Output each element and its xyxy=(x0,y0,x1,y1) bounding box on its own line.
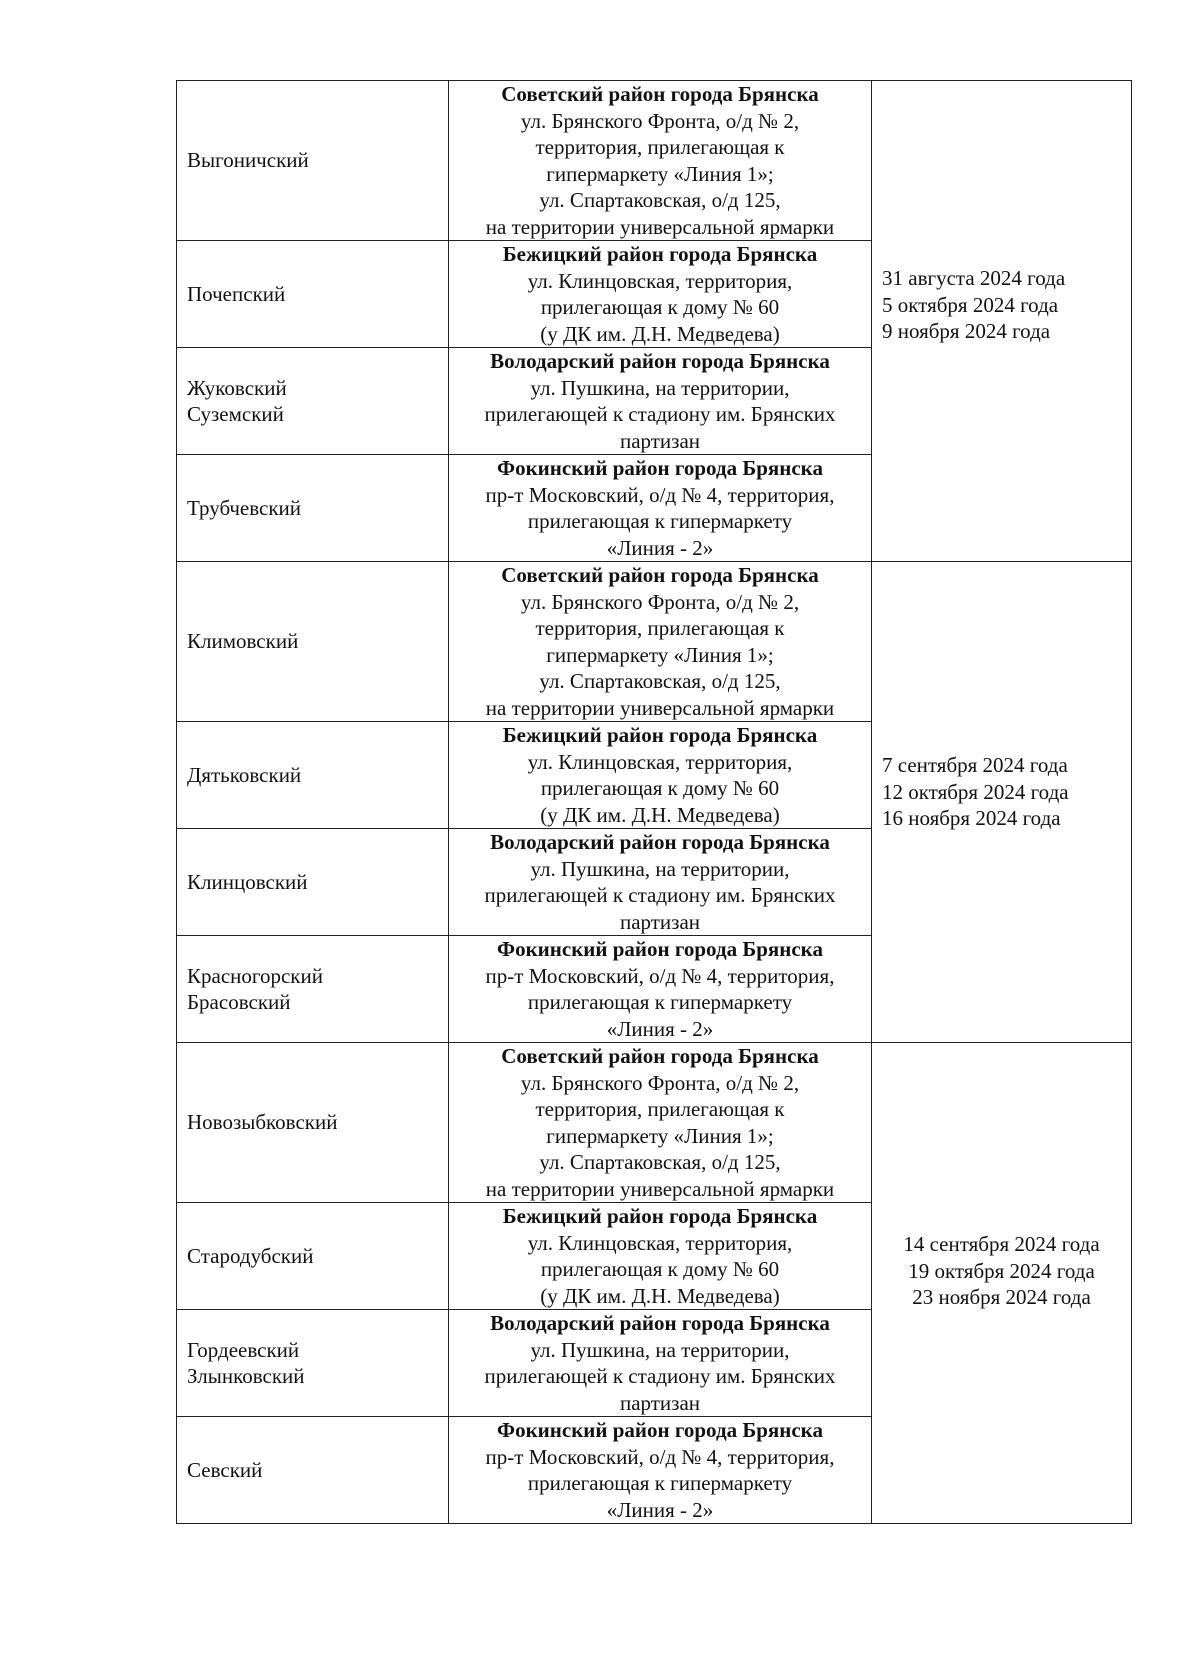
district-name: Злынковский xyxy=(187,1364,305,1388)
location-cell xyxy=(449,936,872,1043)
fair-date: 31 августа 2024 года xyxy=(882,266,1066,291)
location-title: Фокинский район города Брянска xyxy=(497,937,823,961)
district-cell xyxy=(177,1310,449,1417)
district-name: Севский xyxy=(187,1457,263,1482)
location-address-line: на территории универсальной ярмарки xyxy=(485,1176,835,1201)
location-cell xyxy=(449,722,872,829)
location-address-line: прилегающая к гипермаркету xyxy=(527,990,793,1014)
location-address-line: территория, прилегающая к xyxy=(535,1097,785,1121)
location-address-line: прилегающей к стадиону им. Брянских xyxy=(484,402,836,426)
table-row xyxy=(177,81,1132,241)
district-cell xyxy=(177,1203,449,1310)
location-address-line: ул. Брянского Фронта, о/д № 2, xyxy=(520,108,800,133)
location-address-line: партизан xyxy=(619,909,701,934)
fair-date: 7 сентября 2024 года xyxy=(882,753,1068,778)
location-address-line: ул. Пушкина, на территории, xyxy=(530,375,790,400)
location-address-line: ул. Брянского Фронта, о/д № 2, xyxy=(520,589,800,614)
location-address-line: «Линия - 2» xyxy=(606,1016,714,1041)
location-address-line: ул. Брянского Фронта, о/д № 2, xyxy=(520,1070,800,1095)
location-cell xyxy=(449,81,872,241)
location-title: Фокинский район города Брянска xyxy=(497,1418,823,1442)
fair-date: 19 октября 2024 года xyxy=(908,1258,1095,1283)
location-address-line: пр-т Московский, о/д № 4, территория, xyxy=(485,963,835,988)
district-cell xyxy=(177,722,449,829)
location-cell xyxy=(449,562,872,722)
district-cell xyxy=(177,1417,449,1524)
location-address-line: пр-т Московский, о/д № 4, территория, xyxy=(485,482,835,507)
location-title: Бежицкий район города Брянска xyxy=(502,242,818,266)
location-title: Володарский район города Брянска xyxy=(490,1311,830,1335)
district-name: Новозыбковский xyxy=(187,1110,338,1135)
location-address-line: ул. Спартаковская, о/д 125, xyxy=(539,1150,781,1174)
location-title: Володарский район города Брянска xyxy=(490,349,830,373)
location-title: Бежицкий район города Брянска xyxy=(502,723,818,747)
location-address-line: партизан xyxy=(619,428,701,453)
fair-date: 14 сентября 2024 года xyxy=(903,1232,1100,1257)
district-name: Красногорский xyxy=(187,963,323,988)
location-title: Советский район города Брянска xyxy=(501,563,819,587)
district-name: Почепский xyxy=(187,281,286,306)
district-name: Выгоничский xyxy=(187,148,309,173)
fair-date: 12 октября 2024 года xyxy=(882,779,1069,804)
location-address-line: на территории универсальной ярмарки xyxy=(485,214,835,239)
location-address-line: территория, прилегающая к xyxy=(535,616,785,640)
location-address-line: ул. Спартаковская, о/д 125, xyxy=(539,669,781,693)
district-name: Брасовский xyxy=(187,990,291,1014)
location-title: Фокинский район города Брянска xyxy=(497,456,823,480)
dates-cell xyxy=(872,81,1132,562)
fair-date: 5 октября 2024 года xyxy=(882,292,1059,317)
location-address-line: прилегающей к стадиону им. Брянских xyxy=(484,1364,836,1388)
location-address-line: на территории универсальной ярмарки xyxy=(485,695,835,720)
location-title: Бежицкий район города Брянска xyxy=(502,1204,818,1228)
location-address-line: ул. Клинцовская, территория, xyxy=(527,268,793,293)
location-title: Советский район города Брянска xyxy=(501,1044,819,1068)
district-cell xyxy=(177,81,449,241)
fair-date: 23 ноября 2024 года xyxy=(912,1285,1091,1310)
district-cell xyxy=(177,348,449,455)
district-cell xyxy=(177,241,449,348)
district-name: Суземский xyxy=(187,402,284,426)
location-address-line: ул. Пушкина, на территории, xyxy=(530,856,790,881)
location-address-line: «Линия - 2» xyxy=(606,1497,714,1522)
district-cell xyxy=(177,1043,449,1203)
location-address-line: прилегающая к дому № 60 xyxy=(540,776,780,800)
location-cell xyxy=(449,1203,872,1310)
location-address-line: прилегающей к стадиону им. Брянских xyxy=(484,883,836,907)
location-address-line: пр-т Московский, о/д № 4, территория, xyxy=(485,1444,835,1469)
location-address-line: гипермаркету «Линия 1»; xyxy=(546,1123,774,1148)
district-name: Трубчевский xyxy=(187,495,302,520)
location-cell xyxy=(449,1417,872,1524)
location-address-line: прилегающая к дому № 60 xyxy=(540,1257,780,1281)
location-address-line: гипермаркету «Линия 1»; xyxy=(546,642,774,667)
location-address-line: ул. Пушкина, на территории, xyxy=(530,1337,790,1362)
location-cell xyxy=(449,241,872,348)
schedule-body xyxy=(177,81,1132,1524)
location-cell xyxy=(449,348,872,455)
location-cell xyxy=(449,455,872,562)
location-address-line: ул. Клинцовская, территория, xyxy=(527,749,793,774)
district-cell xyxy=(177,562,449,722)
location-address-line: (у ДК им. Д.Н. Медведева) xyxy=(540,802,780,827)
dates-list xyxy=(882,752,1131,832)
location-cell xyxy=(449,1043,872,1203)
district-cell xyxy=(177,829,449,936)
location-address-line: прилегающая к гипермаркету xyxy=(527,509,793,533)
location-address-line: ул. Спартаковская, о/д 125, xyxy=(539,188,781,212)
district-name: Стародубский xyxy=(187,1243,314,1268)
table-row xyxy=(177,1043,1132,1203)
dates-cell xyxy=(872,562,1132,1043)
location-address-line: (у ДК им. Д.Н. Медведева) xyxy=(540,1283,780,1308)
district-name: Дятьковский xyxy=(187,762,302,787)
location-address-line: (у ДК им. Д.Н. Медведева) xyxy=(540,321,780,346)
district-name: Гордеевский xyxy=(187,1337,300,1362)
location-address-line: прилегающая к гипермаркету xyxy=(527,1471,793,1495)
district-name: Жуковский xyxy=(187,375,287,400)
location-cell xyxy=(449,829,872,936)
location-address-line: гипермаркету «Линия 1»; xyxy=(546,161,774,186)
district-name: Климовский xyxy=(187,629,299,654)
district-cell xyxy=(177,936,449,1043)
location-address-line: партизан xyxy=(619,1390,701,1415)
fair-date: 16 ноября 2024 года xyxy=(882,806,1061,831)
dates-list xyxy=(882,265,1131,345)
location-title: Советский район города Брянска xyxy=(501,82,819,106)
fair-date: 9 ноября 2024 года xyxy=(882,319,1051,344)
district-name: Клинцовский xyxy=(187,869,308,894)
location-title: Володарский район города Брянска xyxy=(490,830,830,854)
location-address-line: ул. Клинцовская, территория, xyxy=(527,1230,793,1255)
location-cell xyxy=(449,1310,872,1417)
location-address-line: территория, прилегающая к xyxy=(535,135,785,159)
dates-cell xyxy=(872,1043,1132,1524)
table-row xyxy=(177,562,1132,722)
dates-list xyxy=(872,1231,1131,1311)
location-address-line: «Линия - 2» xyxy=(606,535,714,560)
location-address-line: прилегающая к дому № 60 xyxy=(540,295,780,319)
fair-schedule-table xyxy=(176,80,1132,1524)
district-cell xyxy=(177,455,449,562)
